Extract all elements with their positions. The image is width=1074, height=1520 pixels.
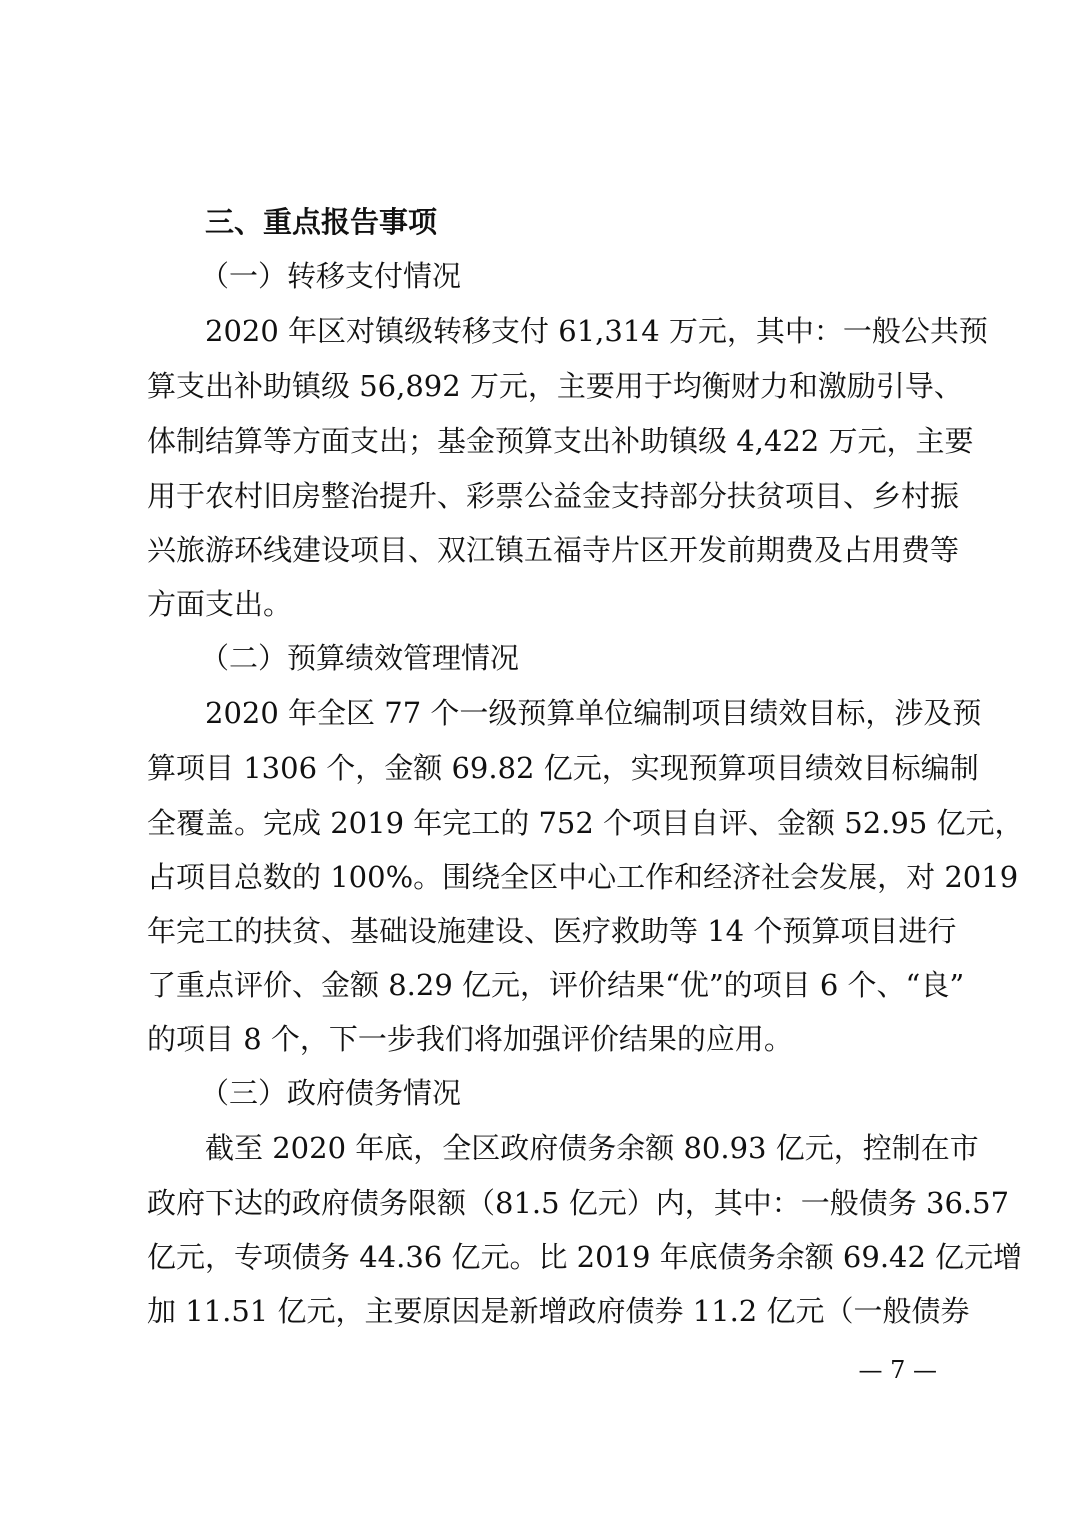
paragraph-line: 用于农村旧房整治提升、彩票公益金支持部分扶贫项目、乡村振 <box>147 479 960 513</box>
subsection-heading-transfer-payments: （一）转移支付情况 <box>200 259 462 293</box>
section-title: 三、重点报告事项 <box>205 205 438 239</box>
paragraph-line: 全覆盖。完成 2019 年完工的 752 个项目自评、金额 52.95 亿元， <box>147 806 1024 840</box>
paragraph-line: 的项目 8 个，下一步我们将加强评价结果的应用。 <box>147 1022 793 1056</box>
paragraph-line: 体制结算等方面支出；基金预算支出补助镇级 4,422 万元，主要 <box>147 424 974 458</box>
paragraph-line: 亿元，专项债务 44.36 亿元。比 2019 年底债务余额 69.42 亿元增 <box>147 1240 1023 1274</box>
page-number: — 7 — <box>858 1356 937 1384</box>
paragraph-line: 年完工的扶贫、基础设施建设、医疗救助等 14 个预算项目进行 <box>147 914 957 948</box>
paragraph-line: 政府下达的政府债务限额（81.5 亿元）内，其中：一般债务 36.57 <box>147 1186 1010 1220</box>
paragraph-line: 占项目总数的 100%。围绕全区中心工作和经济社会发展，对 2019 <box>147 860 1019 894</box>
paragraph-line: 算项目 1306 个，金额 69.82 亿元，实现预算项目绩效目标编制 <box>147 751 979 785</box>
paragraph-line: 2020 年区对镇级转移支付 61,314 万元，其中：一般公共预 <box>205 314 988 348</box>
paragraph-line: 了重点评价、金额 8.29 亿元，评价结果“优”的项目 6 个、“良” <box>147 968 965 1002</box>
paragraph-line: 算支出补助镇级 56,892 万元，主要用于均衡财力和激励引导、 <box>147 369 963 403</box>
subsection-heading-government-debt: （三）政府债务情况 <box>200 1076 462 1110</box>
paragraph-line: 加 11.51 亿元，主要原因是新增政府债券 11.2 亿元（一般债券 <box>147 1294 970 1328</box>
paragraph-line: 2020 年全区 77 个一级预算单位编制项目绩效目标，涉及预 <box>205 696 982 730</box>
subsection-heading-performance-management: （二）预算绩效管理情况 <box>200 641 520 675</box>
paragraph-line: 截至 2020 年底，全区政府债务余额 80.93 亿元，控制在市 <box>205 1131 979 1165</box>
paragraph-line: 方面支出。 <box>147 587 293 621</box>
paragraph-line: 兴旅游环线建设项目、双江镇五福寺片区开发前期费及占用费等 <box>147 533 960 567</box>
